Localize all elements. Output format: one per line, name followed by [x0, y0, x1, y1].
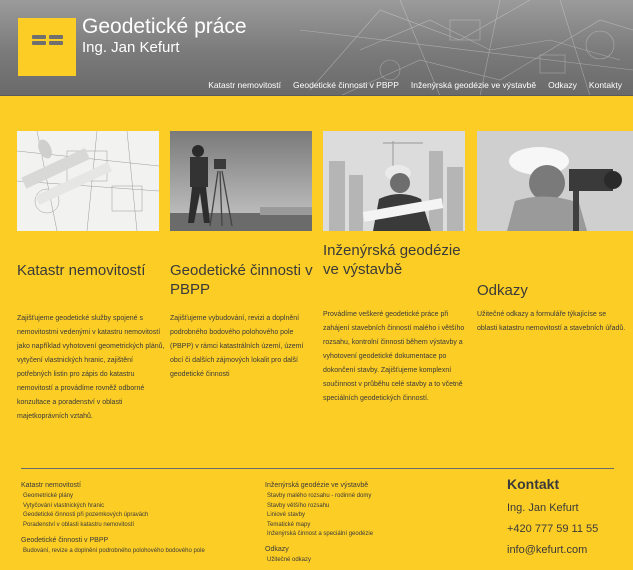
- footer-link[interactable]: Stavby většího rozsahu: [267, 502, 330, 509]
- text-katastr: Zajišťujeme geodetické služby spojené s nemovitostmi vedenými v katastru nemovitostí jako například vyhotovení geometrických plánů, vytyčení vlastnických hranic, zajištění potřebných listin pro zápis do katastru nemovitostí a provádíme rovněž odborné konzultace a poradenství v oblasti majetkoprávních vztahů.: [17, 315, 165, 420]
- nav-katastr[interactable]: Katastr nemovitostí: [208, 80, 282, 90]
- footer-col-katastr: [21, 480, 241, 557]
- footer-link[interactable]: Inženýrská činnost a speciální geodézie: [267, 531, 374, 537]
- contact-phone[interactable]: +420 777 59 11 55: [507, 523, 599, 535]
- site-subtitle: Ing. Jan Kefurt: [82, 39, 180, 56]
- column-inzenyrska: [323, 131, 465, 402]
- footer-link[interactable]: Poradenství v oblasti katastru nemovitostí: [23, 521, 135, 528]
- footer-col-inzenyrska: [265, 480, 465, 565]
- footer-link[interactable]: Budování, revize a doplnění podrobného polohového bodového pole: [23, 548, 205, 554]
- logo-dash-icon: [49, 35, 63, 39]
- plans-photo[interactable]: [17, 131, 159, 231]
- footer-link[interactable]: Geodetické činnosti při pozemkových úpravách: [23, 512, 149, 518]
- footer-link[interactable]: Užitečné odkazy: [267, 556, 312, 563]
- logo-dash-icon: [32, 41, 46, 45]
- logo-dash-icon: [49, 41, 63, 45]
- text-inzenyrska: Provádíme veškeré geodetické práce při zahájení stavebních činností malého i většího rozsahu, kontrolní činnosti během výstavby a vyhotovení geodetické dokumentace po dokončení stavby. Zajišťujeme komplexní součinnost v průběhu celé stavby a to včetně speciálních geodetických činností.: [323, 311, 465, 402]
- footer-heading-inzenyrska[interactable]: Inženýrská geodézie ve výstavbě: [265, 482, 369, 489]
- footer-heading-odkazy[interactable]: Odkazy: [265, 545, 289, 553]
- column-odkazy: [477, 131, 633, 332]
- site-title: Geodetické práce: [82, 15, 247, 38]
- header: [0, 0, 633, 96]
- footer-heading-pbpp[interactable]: Geodetické činnosti v PBPP: [21, 537, 109, 544]
- footer-link[interactable]: Vytyčování vlastnických hranic: [23, 502, 105, 509]
- footer-divider: [21, 468, 614, 469]
- heading-pbpp: Geodetické činnosti v PBPP: [170, 262, 313, 298]
- text-odkazy: Užitečné odkazy a formuláře týkajícíse se oblasti katastru nemovitostí a stavebních úřadů.: [477, 311, 626, 332]
- contact-block: [507, 476, 598, 564]
- contact-heading: Kontakt: [507, 476, 560, 492]
- footer-link[interactable]: Stavby malého rozsahu - rodinné domy: [267, 493, 372, 499]
- heading-odkazy: Odkazy: [477, 282, 528, 299]
- main-nav: [202, 80, 628, 90]
- level-instrument-photo[interactable]: [477, 131, 633, 231]
- contact-name: Ing. Jan Kefurt: [507, 502, 579, 514]
- footer-heading-katastr[interactable]: Katastr nemovitostí: [21, 482, 81, 489]
- logo-dash-icon: [32, 35, 46, 39]
- column-katastr: [17, 131, 165, 420]
- engineer-photo[interactable]: [323, 131, 465, 231]
- nav-inzenyrska[interactable]: Inženýrská geodézie ve výstavbě: [410, 80, 537, 90]
- footer-link[interactable]: Liniové stavby: [267, 512, 306, 518]
- column-pbpp: [170, 131, 313, 378]
- nav-pbpp[interactable]: Geodetické činnosti v PBPP: [293, 80, 399, 90]
- surveyor-photo[interactable]: [170, 131, 312, 231]
- heading-katastr: Katastr nemovitostí: [17, 262, 146, 279]
- heading-inzenyrska: Inženýrská geodézie ve výstavbě: [323, 242, 461, 278]
- nav-odkazy[interactable]: Odkazy: [548, 80, 577, 90]
- logo[interactable]: [18, 18, 76, 76]
- nav-kontakty[interactable]: Kontakty: [588, 80, 622, 90]
- contact-email[interactable]: info@kefurt.com: [507, 544, 588, 556]
- footer-link[interactable]: Tematické mapy: [267, 521, 311, 528]
- footer-link[interactable]: Geometrické plány: [23, 493, 74, 499]
- text-pbpp: Zajišťujeme vybudování, revizi a doplnění podrobného bodového polohového pole (PBPP) v rámci katastrálních území, území obcí či dalších zájmových lokalit pro další geodetické činnosti: [170, 315, 304, 378]
